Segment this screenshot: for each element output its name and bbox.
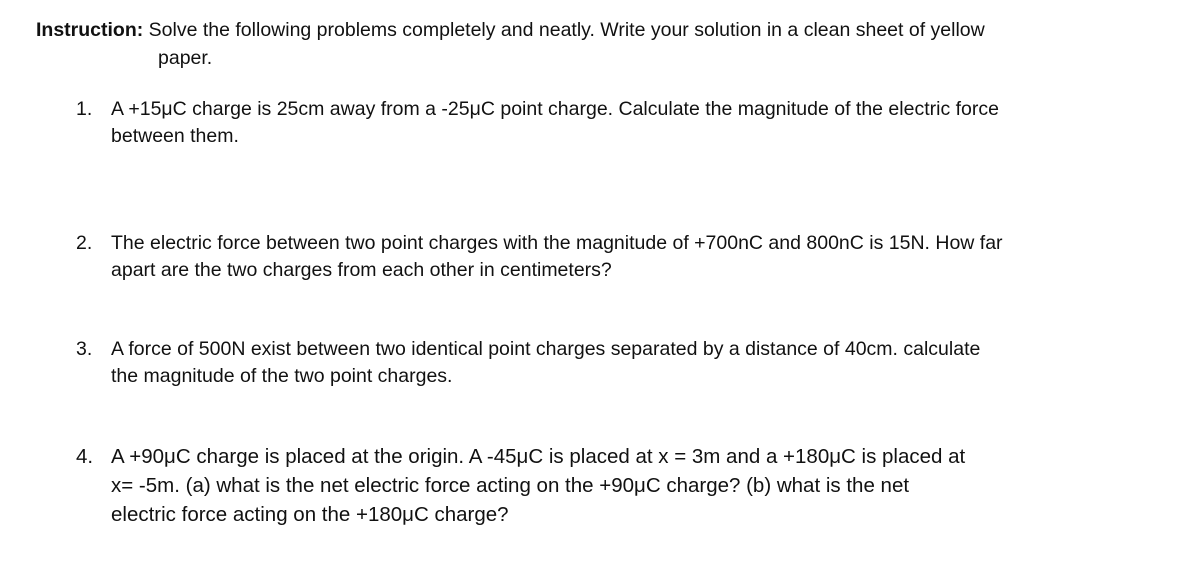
problem-number: 4. (76, 445, 94, 468)
problem-4 (76, 442, 1176, 529)
problem-text-line-1: A force of 500N exist between two identical point charges separated by a distance of 40cm. calculate (111, 338, 981, 360)
problem-2 (76, 230, 1176, 284)
problem-text-line-1: A +15μC charge is 25cm away from a -25μC point charge. Calculate the magnitude of the electric force (111, 98, 999, 120)
problem-3 (76, 336, 1176, 390)
problem-1 (76, 96, 1176, 150)
problem-text-line-2: the magnitude of the two point charges. (111, 365, 453, 387)
problem-number: 3. (76, 338, 93, 360)
problem-text-line-1: The electric force between two point charges with the magnitude of +700nC and 800nC is 15N. How far (111, 232, 1003, 254)
instruction-line-1 (36, 16, 1176, 44)
problem-text-line-2: x= -5m. (a) what is the net electric force acting on the +90μC charge? (b) what is the net (111, 474, 910, 497)
problem-text-line-2: apart are the two charges from each other in centimeters? (111, 259, 612, 281)
problem-text-line-3: electric force acting on the +180μC charge? (111, 503, 509, 526)
instruction-block (36, 16, 1176, 72)
instruction-text-line-2: paper. (158, 47, 213, 69)
problem-text-line-1: A +90μC charge is placed at the origin. A -45μC is placed at x = 3m and a +180μC is placed at (111, 445, 966, 468)
problem-text-line-2: between them. (111, 125, 239, 147)
instruction-text-line-1: Solve the following problems completely and neatly. Write your solution in a clean sheet of yellow (143, 19, 985, 41)
problem-number: 2. (76, 232, 93, 254)
instruction-label: Instruction: (36, 19, 144, 41)
problem-number: 1. (76, 98, 93, 120)
